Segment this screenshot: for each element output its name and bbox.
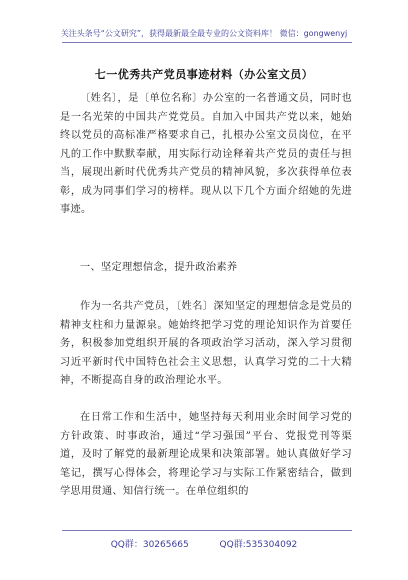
header-divider bbox=[62, 42, 352, 43]
paragraph-intro: 〔姓名〕，是〔单位名称〕办公室的一名普通文员，同时也是一名光荣的中国共产党党员。自加入中国共产党以来，她始终以党员的高标准严格要求自己，扎根办公室文员岗位，在平凡的工作中默默奉献，用实际行动诠释着共产党员的责任与担当，展现出新时代优秀共产党员的精神风貌，多次获得单位表彰，成为同事们学习的榜样。现从以下几个方面介绍她的先进事迹。 bbox=[60, 93, 352, 215]
footer-qq-group-2: QQ群:535304092 bbox=[219, 540, 298, 550]
footer bbox=[0, 537, 408, 550]
section-heading-1: 一、坚定理想信念，提升政治素养 bbox=[80, 262, 238, 273]
footer-qq-group-1: QQ群：30265665 bbox=[110, 540, 189, 550]
paragraph-section1-a: 作为一名共产党员，〔姓名〕深知坚定的理想信念是党员的精神支柱和力量源泉。她始终把学习党的理论知识作为首要任务，积极参加党组织开展的各项政治学习活动，深入学习贯彻习近平新时代中国特色社会主义思想，认真学习党的二十大精神，不断提高自身的政治理论水平。 bbox=[60, 301, 352, 386]
paragraph-section1-b: 在日常工作和生活中，她坚持每天利用业余时间学习党的方针政策、时事政治，通过“学习强国”平台、党报党刊等渠道，及时了解党的最新理论成果和决策部署。她认真做好学习笔记，撰写心得体会，将理论学习与实际工作紧密结合，做到学思用贯通、知信行统一。在单位组织的 bbox=[60, 412, 352, 497]
document-title: 七一优秀共产党员事迹材料（办公室文员） bbox=[94, 68, 314, 81]
header-banner: 关注头条号“公文研究”，获得最新最全最专业的公文资料库！ 微信：gongwenyj bbox=[60, 29, 348, 38]
footer-divider bbox=[62, 530, 352, 531]
